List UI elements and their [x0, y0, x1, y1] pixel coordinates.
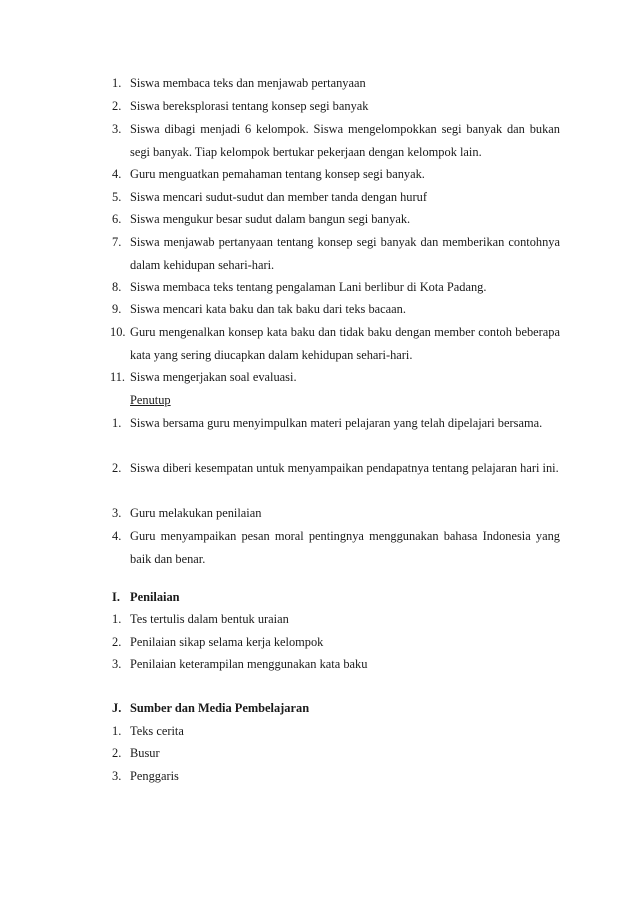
list-text: Penggaris: [130, 769, 179, 783]
list-item: [110, 321, 560, 366]
list-number: 1.: [112, 76, 122, 90]
list-text: Tes tertulis dalam bentuk uraian: [130, 612, 289, 626]
section-letter: I.: [112, 590, 120, 604]
list-text: Penilaian keterampilan menggunakan kata baku: [130, 657, 368, 671]
list-text: Guru menguatkan pemahaman tentang konsep segi banyak.: [130, 167, 425, 181]
list-item: [112, 742, 560, 765]
list-item: [112, 457, 560, 480]
list-item: [112, 72, 560, 95]
list-number: 4.: [112, 167, 122, 181]
list-number: 3.: [112, 122, 122, 136]
list-number: 1.: [112, 416, 122, 430]
list-number: 3.: [112, 769, 122, 783]
list-item: [112, 608, 560, 631]
section-letter: J.: [112, 701, 122, 715]
list-item: [112, 208, 560, 231]
list-number: 6.: [112, 212, 122, 226]
list-item: [112, 298, 560, 321]
list-number: 2.: [112, 461, 122, 475]
list-item: [112, 765, 560, 788]
list-text: Teks cerita: [130, 724, 184, 738]
list-number: 2.: [112, 746, 122, 760]
list-number: 4.: [112, 529, 122, 543]
list-item: [110, 366, 560, 389]
list-text: Siswa mengerjakan soal evaluasi.: [130, 370, 297, 384]
list-number: 3.: [112, 506, 122, 520]
list-number: 11.: [110, 370, 126, 384]
list-item: [112, 631, 560, 654]
list-text: Penilaian sikap selama kerja kelompok: [130, 635, 324, 649]
list-item: [112, 95, 560, 118]
list-number: 8.: [112, 280, 122, 294]
list-number: 9.: [112, 302, 122, 316]
list-item: [112, 502, 560, 525]
list-text: Siswa membaca teks dan menjawab pertanyaan: [130, 76, 366, 90]
list-number: 1.: [112, 612, 122, 626]
list-text: Siswa menjawab pertanyaan tentang konsep segi banyak dan memberikan contohnya dalam kehidupan sehari-hari.: [130, 235, 560, 272]
list-item: [112, 231, 560, 276]
list-text: Siswa membaca teks tentang pengalaman Lani berlibur di Kota Padang.: [130, 280, 487, 294]
list-text: Guru mengenalkan konsep kata baku dan tidak baku dengan member contoh beberapa kata yang sering diucapkan dalam kehidupan sehari-hari.: [130, 325, 560, 362]
penutup-title: Penutup: [130, 393, 171, 407]
list-item: [112, 525, 560, 570]
list-item: [112, 276, 560, 299]
section-title: Penilaian: [130, 590, 180, 604]
list-number: 1.: [112, 724, 122, 738]
list-text: Siswa dibagi menjadi 6 kelompok. Siswa mengelompokkan segi banyak dan bukan segi banyak. Tiap kelompok bertukar pekerjaan dengan kelompok lain.: [130, 122, 560, 159]
list-item: [112, 186, 560, 209]
list-number: 2.: [112, 99, 122, 113]
list-number: 2.: [112, 635, 122, 649]
list-text: Busur: [130, 746, 160, 760]
list-number: 5.: [112, 190, 122, 204]
list-text: Siswa mencari kata baku dan tak baku dari teks bacaan.: [130, 302, 406, 316]
list-text: Guru menyampaikan pesan moral pentingnya menggunakan bahasa Indonesia yang baik dan benar.: [130, 529, 560, 566]
list-text: Siswa bersama guru menyimpulkan materi pelajaran yang telah dipelajari bersama.: [130, 416, 543, 430]
list-item: [112, 163, 560, 186]
list-item: [112, 653, 560, 676]
list-text: Siswa bereksplorasi tentang konsep segi banyak: [130, 99, 369, 113]
list-number: 3.: [112, 657, 122, 671]
list-item: [112, 118, 560, 163]
section-title: Sumber dan Media Pembelajaran: [130, 701, 310, 715]
list-text: Siswa mengukur besar sudut dalam bangun segi banyak.: [130, 212, 411, 226]
list-item: [112, 720, 560, 743]
list-item: [112, 412, 560, 435]
list-text: Siswa mencari sudut-sudut dan member tanda dengan huruf: [130, 190, 427, 204]
list-number: 7.: [112, 235, 122, 249]
list-number: 10.: [110, 325, 126, 339]
list-text: Siswa diberi kesempatan untuk menyampaikan pendapatnya tentang pelajaran hari ini.: [130, 461, 559, 475]
list-text: Guru melakukan penilaian: [130, 506, 262, 520]
